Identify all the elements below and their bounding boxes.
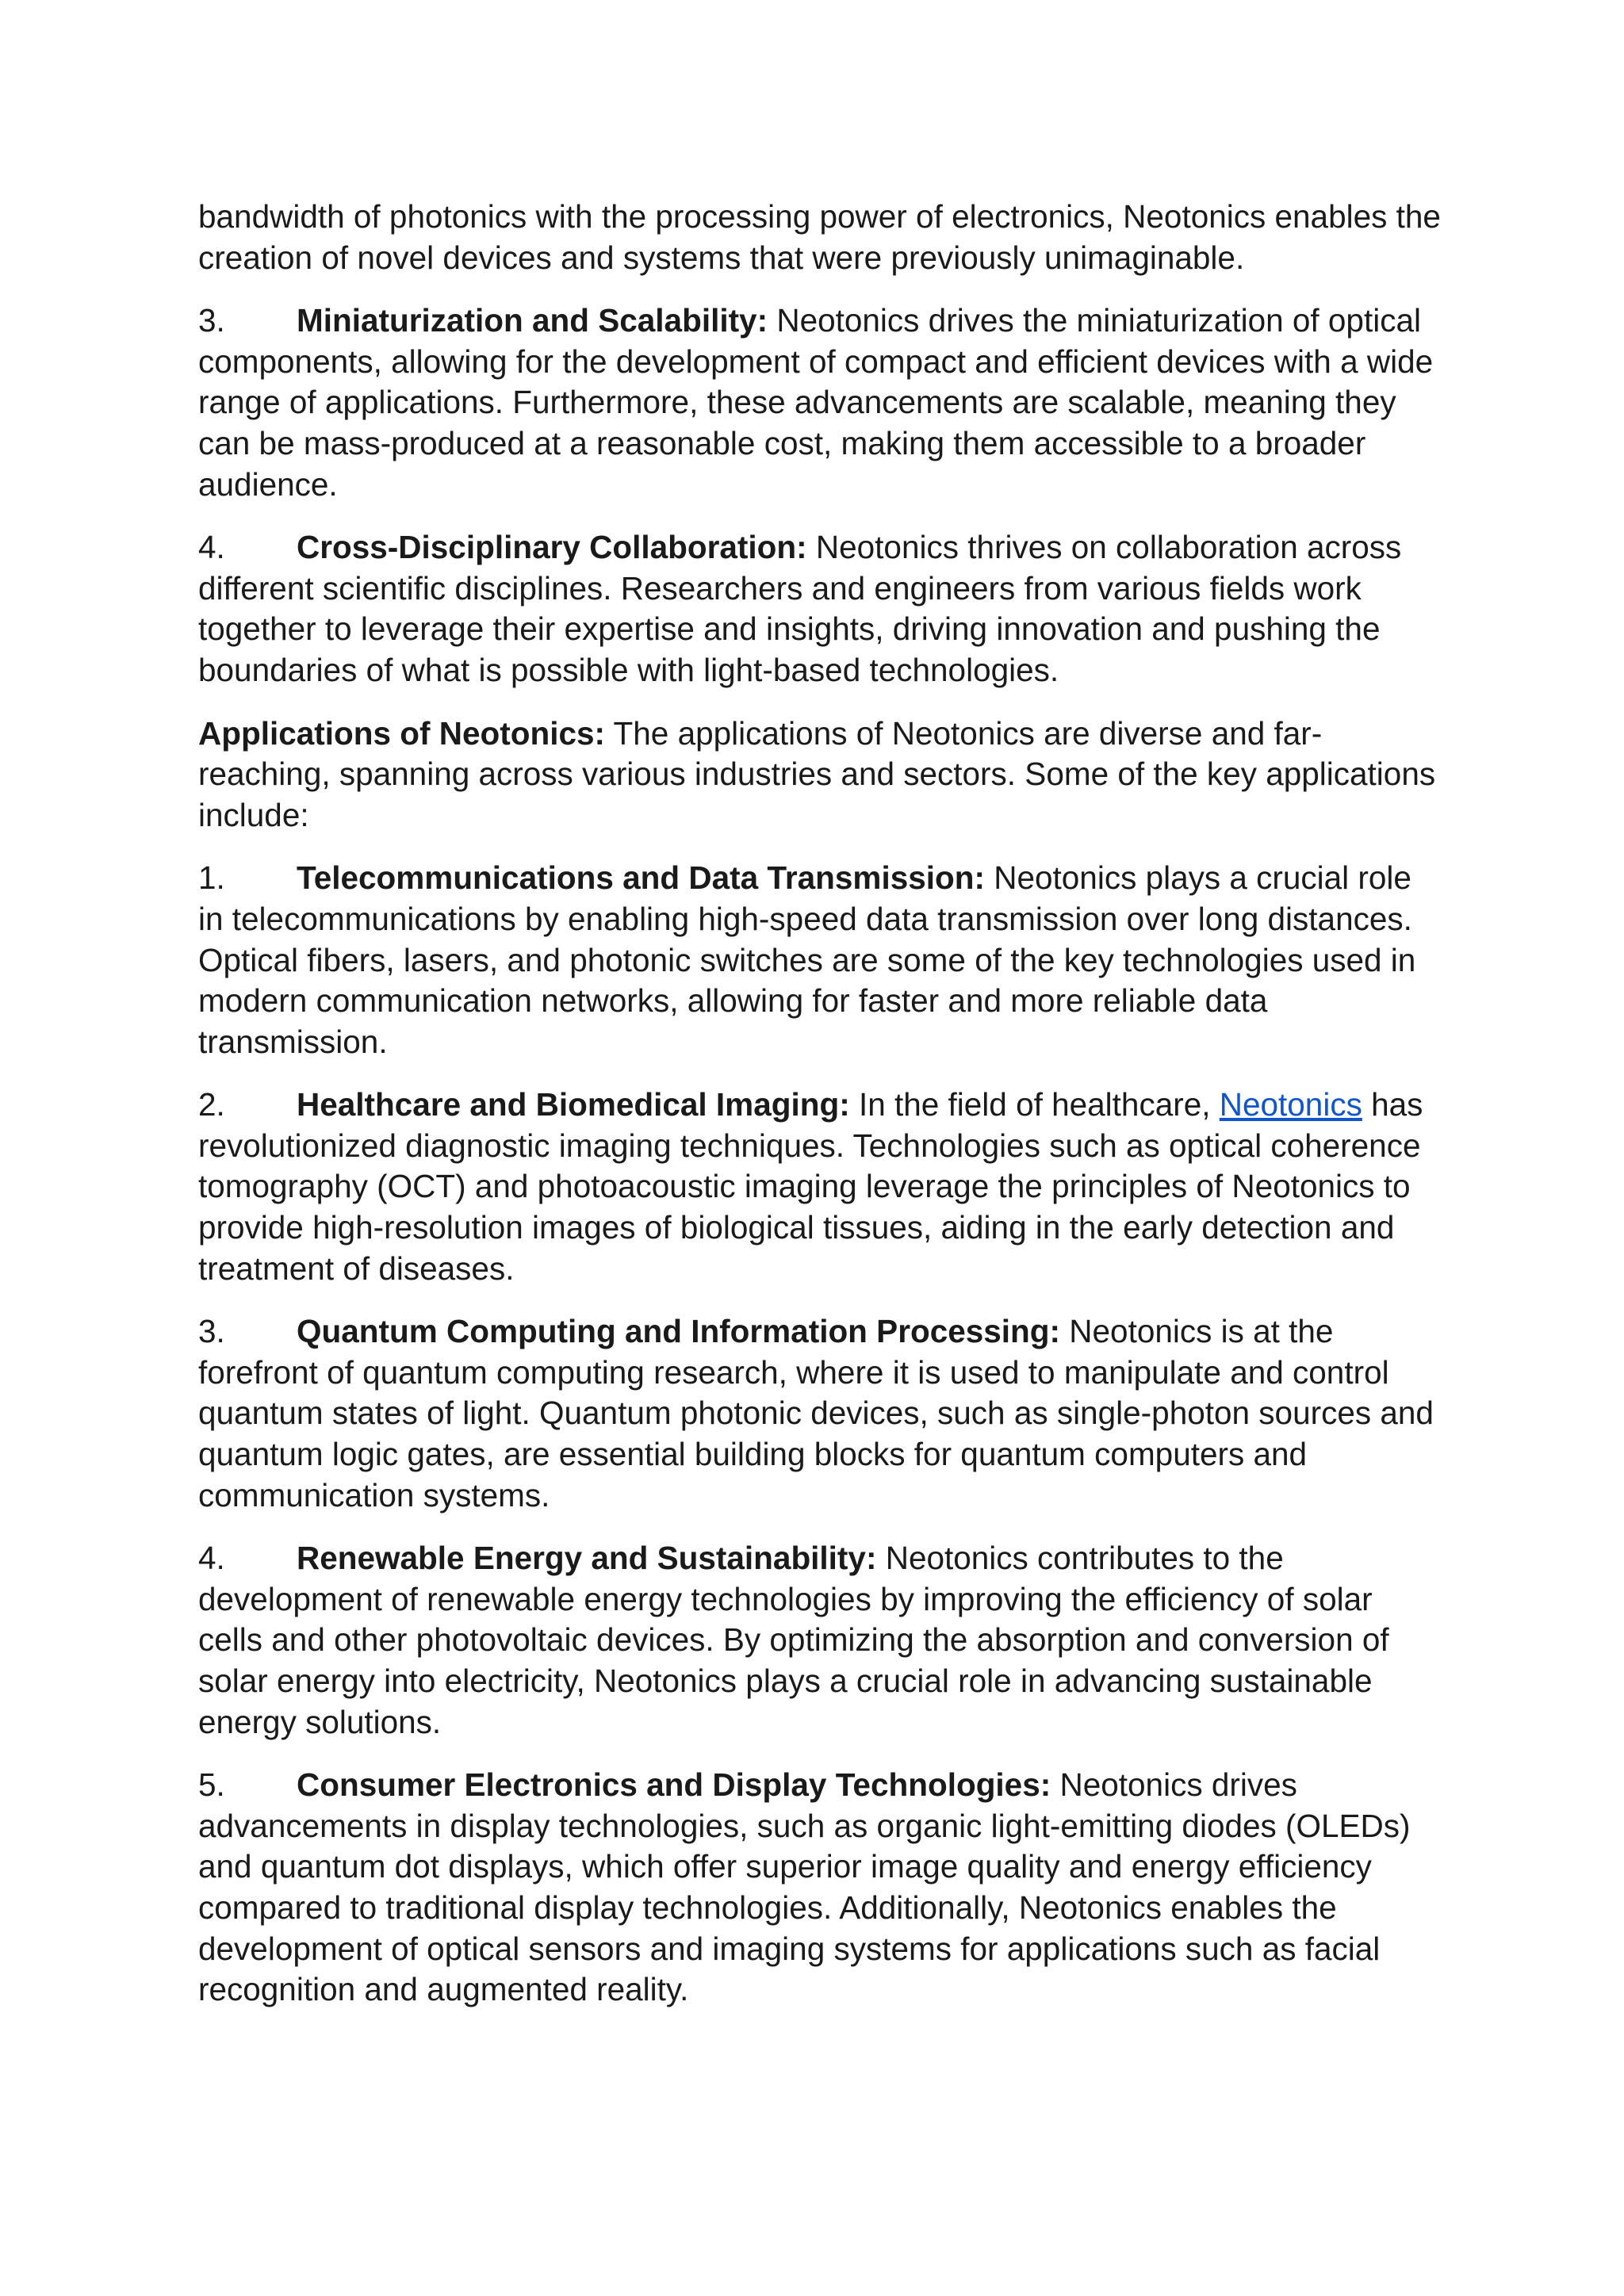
list-term: Miniaturization and Scalability: (297, 302, 768, 339)
application-item-renewable (198, 1538, 1443, 1743)
application-item-consumer (198, 1765, 1443, 2011)
list-term: Renewable Energy and Sustainability: (297, 1540, 877, 1577)
list-number: 3. (198, 1313, 225, 1350)
list-number: 3. (198, 302, 225, 339)
list-text: Neotonics thrives on collaboration across different scientific disciplines. Researchers and engineers from various fields work together to leverage their expertise and insights, driving innovation and pushing the boundaries of what is possible with light-based technologies. (198, 529, 1402, 688)
document-page (198, 197, 1443, 2033)
list-text-after-link: has revolutionized diagnostic imaging techniques. Technologies such as optical coherence tomography (OCT) and photoacoustic imaging leverage the principles of Neotonics to provide high-resolution images of biological tissues, aiding in the early detection and treatment of diseases. (198, 1086, 1423, 1287)
intro-text: bandwidth of photonics with the processing power of electronics, Neotonics enables the creation of novel devices and systems that were previously unimaginable. (198, 198, 1441, 276)
list-number: 1. (198, 859, 225, 897)
list-term: Quantum Computing and Information Processing: (297, 1313, 1061, 1350)
list-number: 4. (198, 1540, 225, 1577)
list-number: 4. (198, 529, 225, 566)
applications-intro-paragraph (198, 714, 1443, 836)
list-text: Neotonics drives advancements in display technologies, such as organic light-emitting diodes (OLEDs) and quantum dot displays, which offer superior image quality and energy efficiency compared to traditional display technologies. Additionally, Neotonics enables the development of optical sensors and imaging systems for applications such as facial recognition and augmented reality. (198, 1766, 1411, 2008)
list-text: Neotonics drives the miniaturization of optical components, allowing for the development of compact and efficient devices with a wide range of applications. Furthermore, these advancements are scalable, meaning they can be mass-produced at a reasonable cost, making them accessible to a broader audience. (198, 302, 1434, 503)
list-text-before-link: In the field of healthcare, (849, 1086, 1220, 1123)
list-term: Consumer Electronics and Display Technologies: (297, 1766, 1051, 1804)
application-item-quantum (198, 1311, 1443, 1516)
list-text: Neotonics is at the forefront of quantum computing research, where it is used to manipulate and control quantum states of light. Quantum photonic devices, such as single-photon sources and quantum logic gates, are essential building blocks for quantum computers and communication systems. (198, 1313, 1434, 1513)
section-intro-text: The applications of Neotonics are diverse and far-reaching, spanning across various industries and sectors. Some of the key applications include: (198, 714, 1436, 833)
list-term: Cross-Disciplinary Collaboration: (297, 529, 807, 566)
list-text: Neotonics plays a crucial role in telecommunications by enabling high-speed data transmission over long distances. Optical fibers, lasers, and photonic switches are some of the key technologies used in modern communication networks, allowing for faster and more reliable data transmission. (198, 859, 1416, 1060)
list-text: Neotonics contributes to the development of renewable energy technologies by improving the efficiency of solar cells and other photovoltaic devices. By optimizing the absorption and conversion of solar energy into electricity, Neotonics plays a crucial role in advancing sustainable energy solutions. (198, 1540, 1389, 1740)
list-term: Healthcare and Biomedical Imaging: (297, 1086, 850, 1123)
list-number: 5. (198, 1766, 225, 1804)
list-number: 2. (198, 1086, 225, 1123)
intro-paragraph (198, 197, 1443, 278)
application-item-healthcare (198, 1085, 1443, 1289)
principle-item-collaboration (198, 527, 1443, 691)
list-term: Telecommunications and Data Transmission: (297, 859, 985, 897)
application-item-telecommunications (198, 858, 1443, 1062)
principle-item-miniaturization (198, 300, 1443, 505)
section-heading: Applications of Neotonics: (198, 714, 606, 752)
neotonics-link[interactable]: Neotonics (1219, 1086, 1362, 1123)
